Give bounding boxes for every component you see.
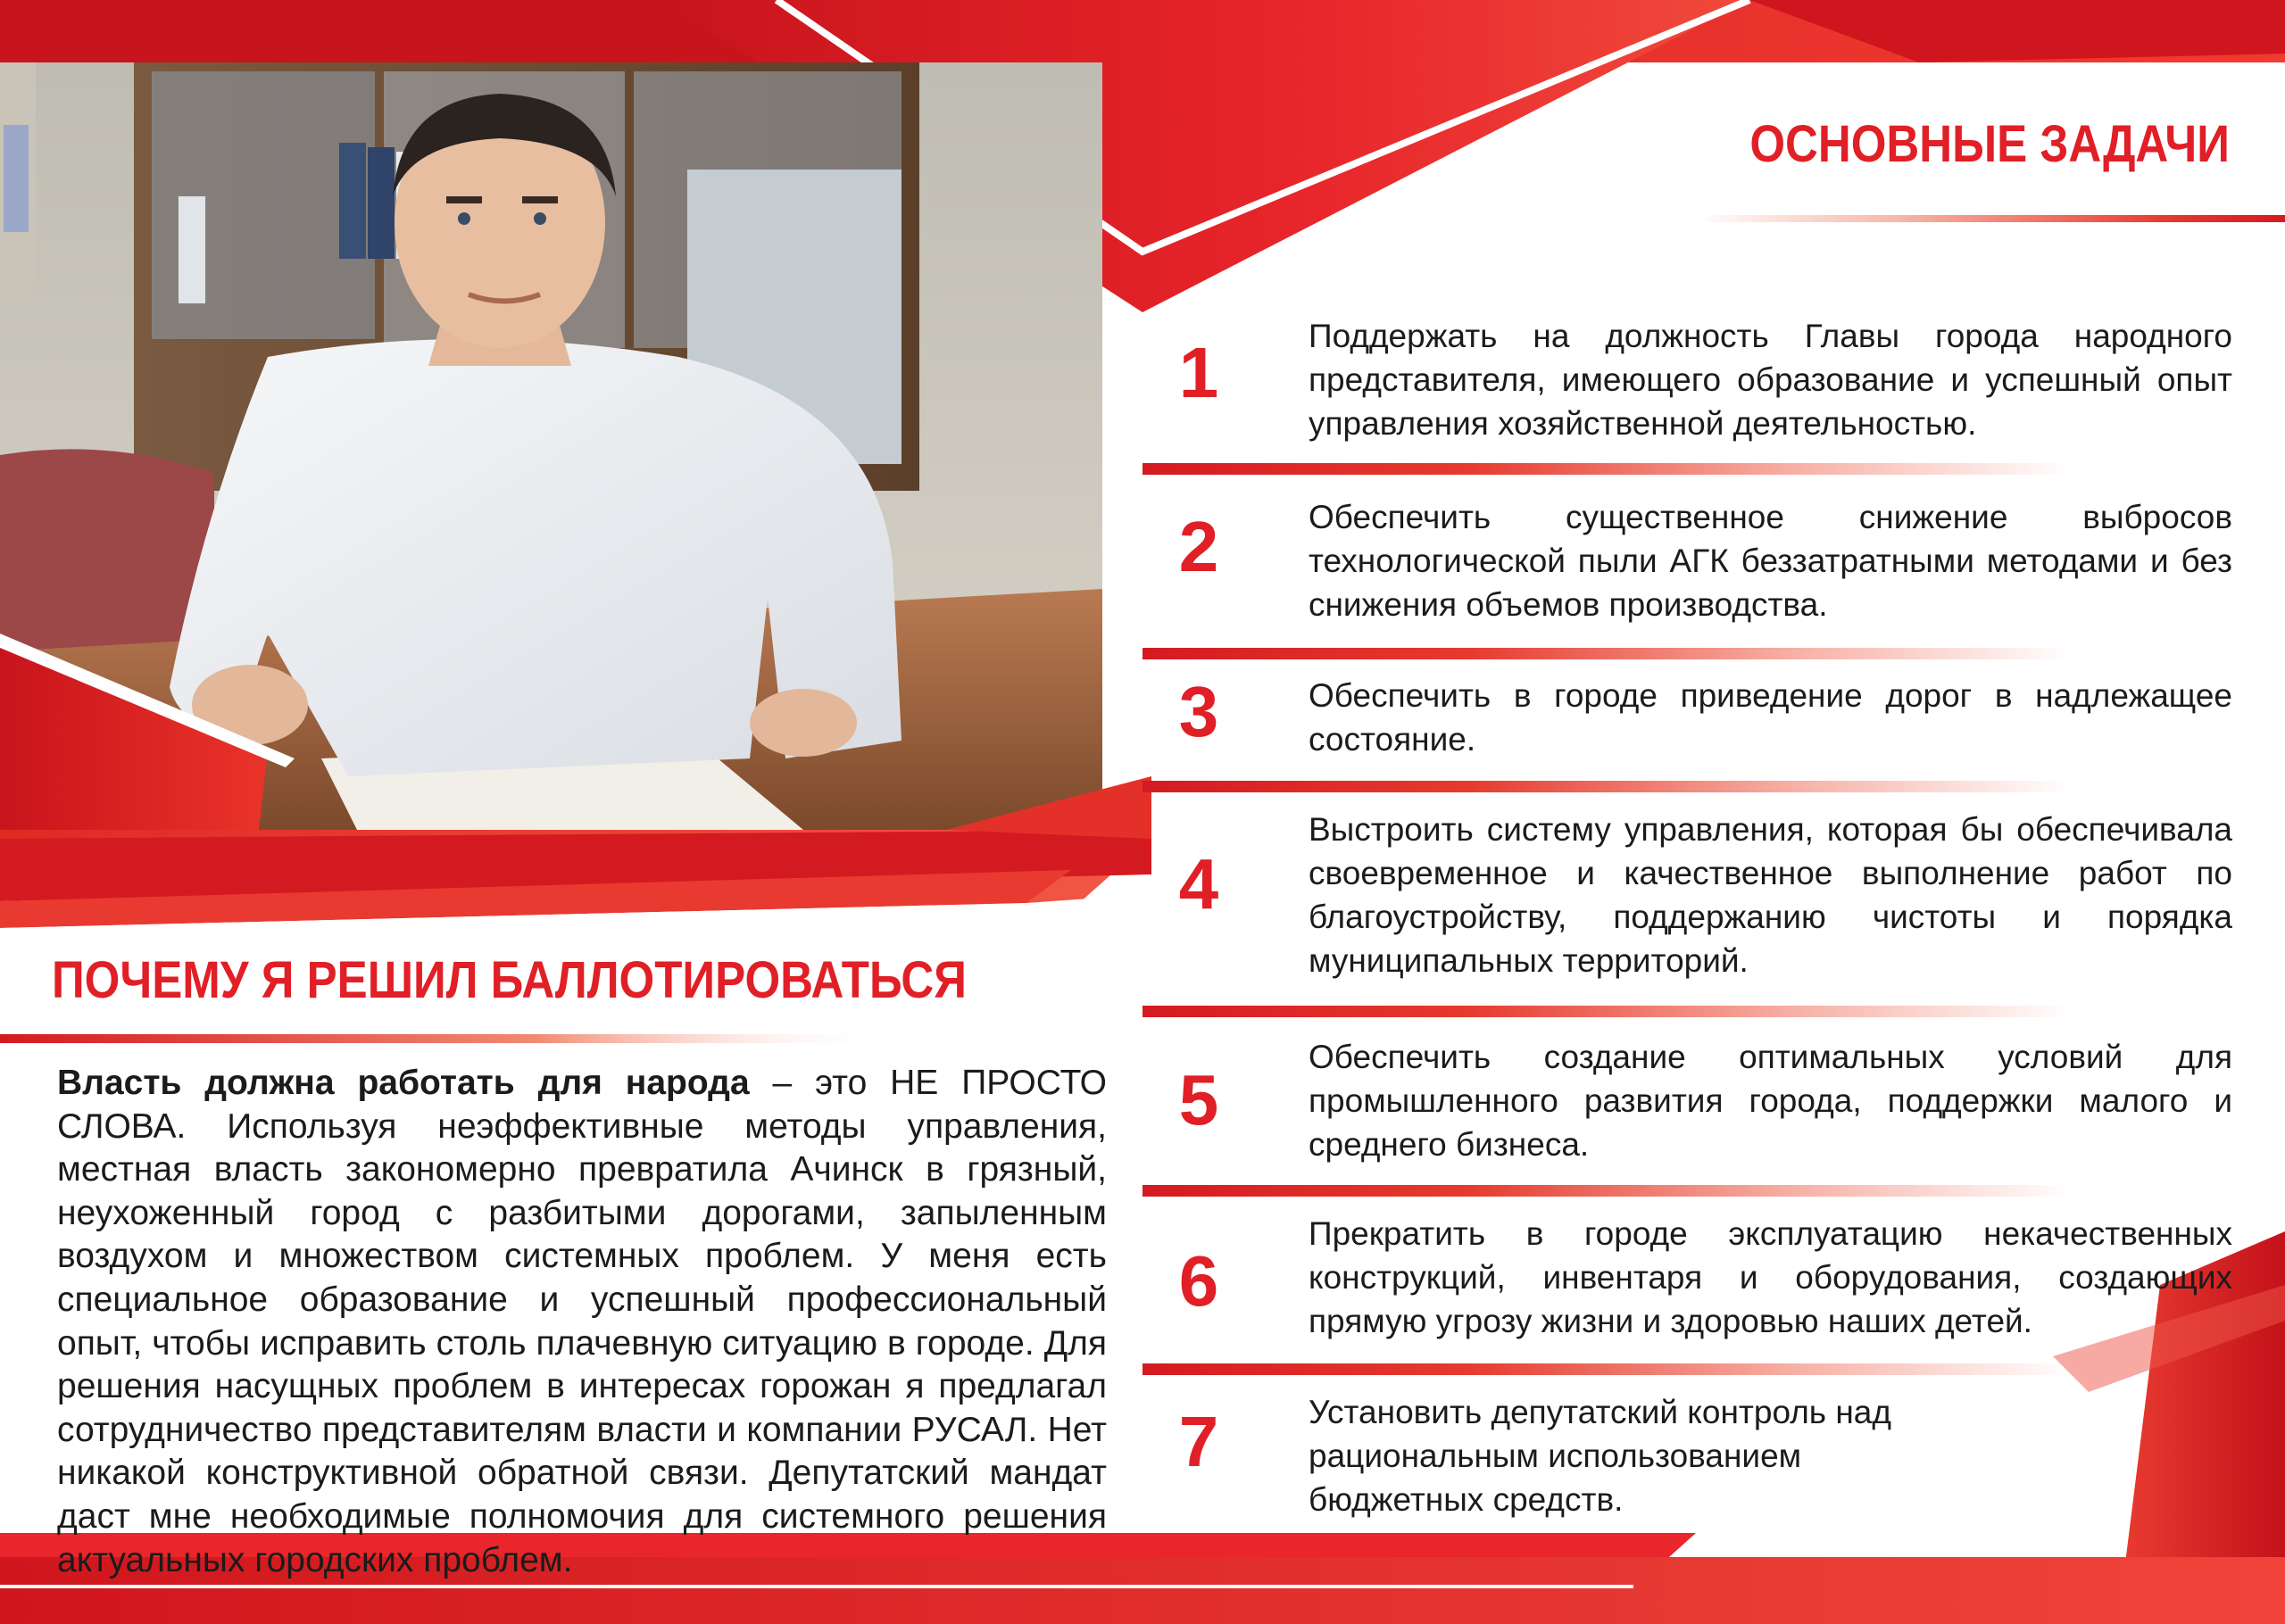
task-separator bbox=[1142, 781, 2071, 792]
task-separator bbox=[1142, 1006, 2071, 1017]
task-text: Поддержать на должность Главы города народного представителя, имеющего образование и успешный опыт управления хозяйственной деятельностью. bbox=[1309, 318, 2232, 442]
task-text: Прекратить в городе эксплуатацию некачественных конструкций, инвентаря и оборудования, создающих прямую угрозу жизни и здоровью наших детей. bbox=[1309, 1215, 2232, 1339]
tasks-title-underline bbox=[1696, 215, 2285, 222]
task-text: Обеспечить существенное снижение выбросов технологической пыли АГК беззатратными методами и без снижения объемов производства. bbox=[1309, 499, 2232, 623]
task-separator bbox=[1142, 463, 2071, 475]
task-number: 2 bbox=[1178, 507, 1219, 586]
task-number: 3 bbox=[1178, 672, 1219, 751]
task-text: Обеспечить в городе приведение дорог в надлежащее состояние. bbox=[1309, 677, 2232, 758]
task-text: Обеспечить создание оптимальных условий для промышленного развития города, поддержки малого и среднего бизнеса. bbox=[1309, 1039, 2232, 1163]
task-text: Установить депутатский контроль над рациональным использованием бюджетных средств. bbox=[1309, 1394, 1891, 1518]
task-separator bbox=[1142, 1185, 2071, 1197]
task-text: Выстроить систему управления, которая бы обеспечивала своевременное и качественное выполнение работ по благоустройству, поддержанию чистоты и порядка муниципальных территорий. bbox=[1309, 811, 2232, 979]
why-body: – это НЕ ПРОСТО СЛОВА. Используя неэффективные методы управления, местная власть закономерно превратила Ачинск в грязный, неухоженный город с разбитыми дорогами, запыленным воздухом и множеством системных проблем. У меня есть специальное образование и успешный профессиональный опыт, чтобы исправить столь плачевную ситуацию в городе. Для решения насущных проблем в интересах горожан я предлагал сотрудничество представителям власти и компании РУСАЛ. Нет никакой конструктивной обратной связи. Депутатский мандат даст мне необходимые полномочия для системного решения актуальных городских проблем. bbox=[57, 1064, 1107, 1579]
why-lead: Власть должна работать для народа bbox=[57, 1064, 750, 1102]
why-heading: ПОЧЕМУ Я РЕШИЛ БАЛЛОТИРОВАТЬСЯ bbox=[52, 951, 967, 1009]
task-number: 7 bbox=[1178, 1402, 1219, 1481]
task-number: 4 bbox=[1178, 844, 1219, 924]
task-separator bbox=[1142, 648, 2071, 659]
task-number: 5 bbox=[1178, 1060, 1219, 1139]
task-number: 6 bbox=[1178, 1241, 1219, 1321]
tasks-heading: ОСНОВНЫЕ ЗАДАЧИ bbox=[1749, 115, 2230, 173]
task-number: 1 bbox=[1178, 333, 1219, 412]
why-paragraph bbox=[57, 1062, 1107, 1582]
task-separator bbox=[1142, 1363, 2071, 1375]
